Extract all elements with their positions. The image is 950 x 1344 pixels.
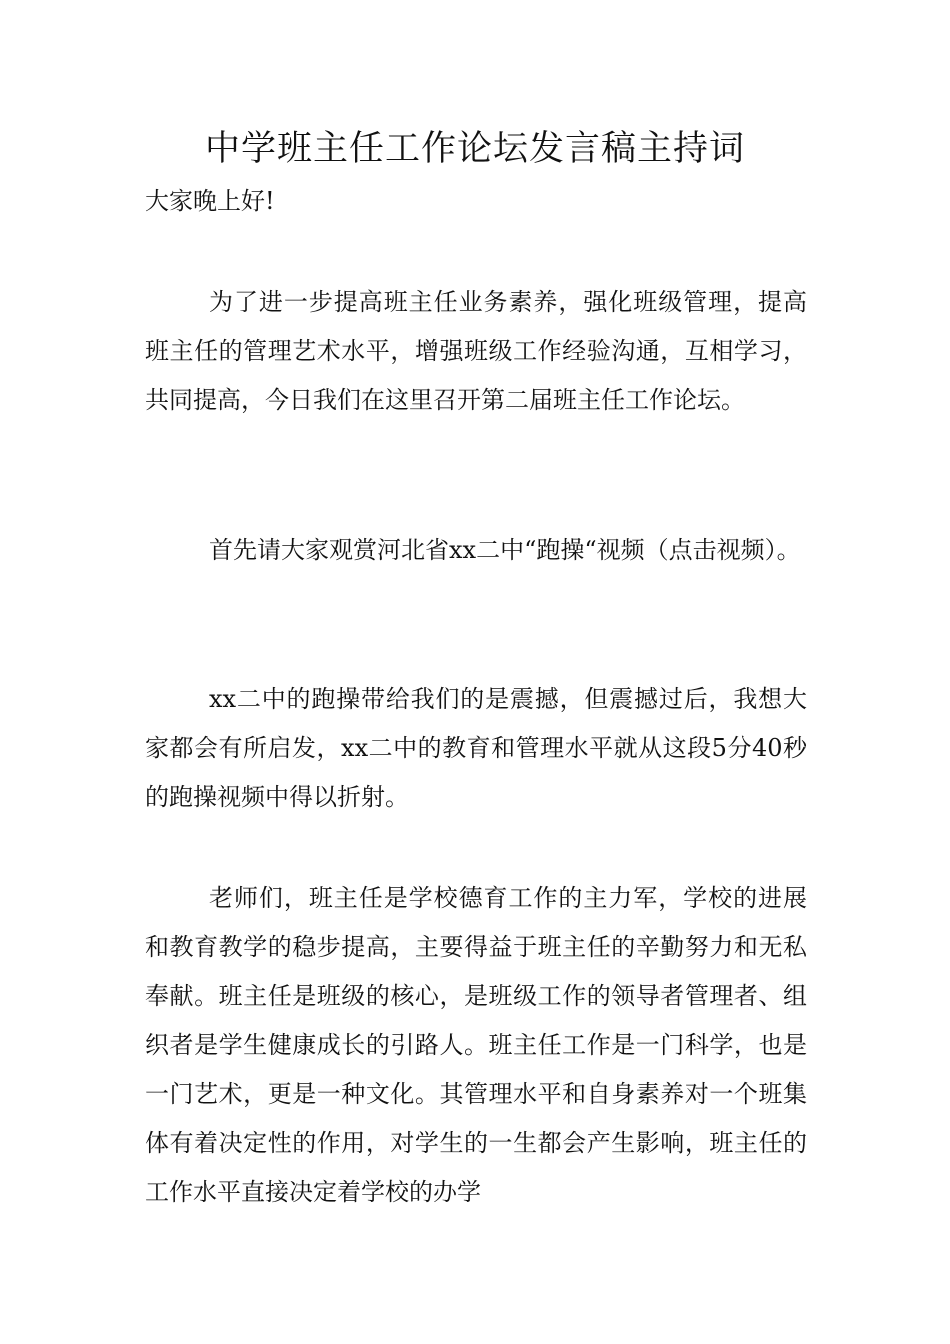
greeting-text: 大家晚上好! — [145, 187, 275, 215]
paragraph-2: 首先请大家观赏河北省xx二中“跑操“视频（点击视频）。 — [209, 536, 801, 564]
paragraph-1: 为了进一步提高班主任业务素养，强化班级管理，提高班主任的管理艺术水平，增强班级工作经验沟通，互相学习，共同提高，今日我们在这里召开第二届班主任工作论坛。 — [145, 288, 807, 414]
document-title: 中学班主任工作论坛发言稿主持词 — [204, 129, 745, 169]
paragraph-3: xx二中的跑操带给我们的是震撼，但震撼过后，我想大家都会有所启发，xx二中的教育和管理水平就从这段5分40秒的跑操视频中得以折射。 — [145, 685, 807, 811]
paragraph-4: 老师们，班主任是学校德育工作的主力军，学校的进展和教育教学的稳步提高，主要得益于班主任的辛勤努力和无私奉献。班主任是班级的核心，是班级工作的领导者管理者、组织者是学生健康成长的引路人。班主任工作是一门科学，也是一门艺术，更是一种文化。其管理水平和自身素养对一个班集体有着决定性的作用，对学生的一生都会产生影响，班主任的工作水平直接决定着学校的办学 — [145, 884, 807, 1206]
